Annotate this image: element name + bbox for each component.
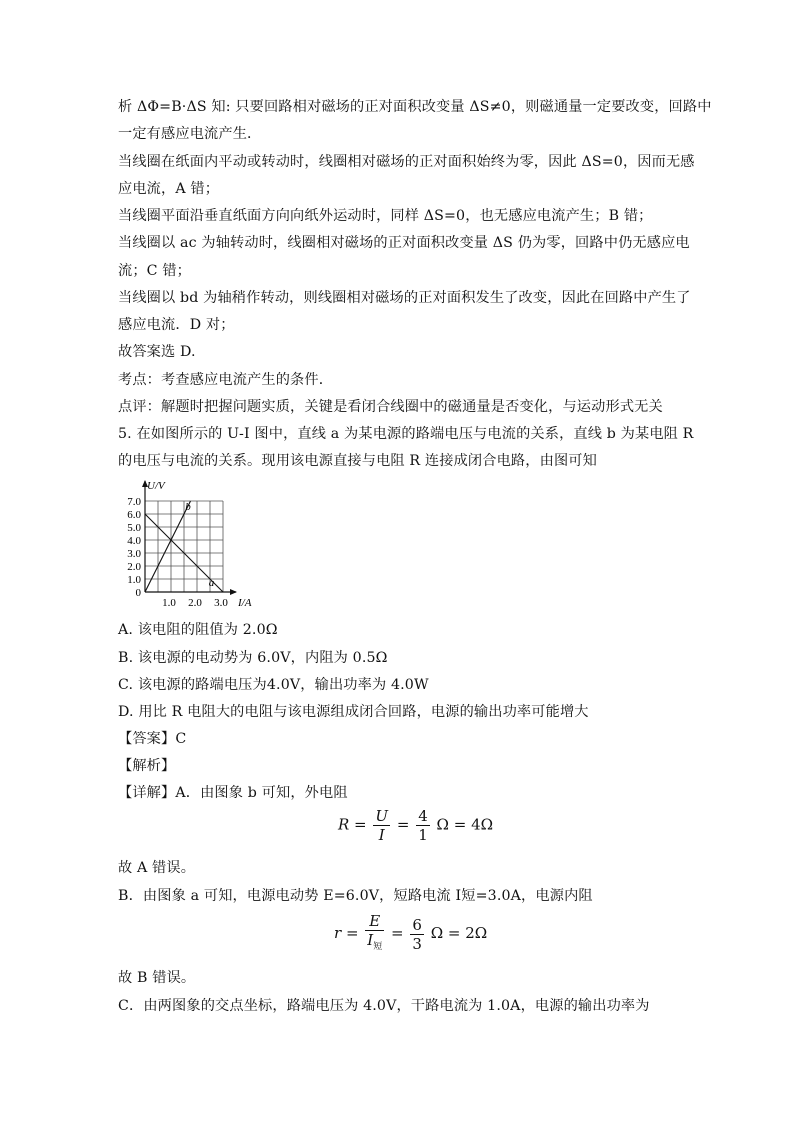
conclusion-a: 故 A 错误。 [118,860,196,876]
detail-a: 【详解】A．由图象 b 可知，外电阻 [118,785,348,801]
y-tick-label: 1.0 [127,574,141,586]
text-line-2: 一定有感应电流产生． [118,126,262,142]
conclusion-b: 故 B 错误。 [118,970,196,986]
y-tick-label: 6.0 [127,509,141,521]
y-tick-label: 2.0 [127,561,141,573]
eq1-frac-2 [416,807,430,844]
y-tick-label: 5.0 [127,522,141,534]
eq2-den1: $I_短$ [367,931,383,952]
series-label-a: a [208,577,215,590]
eq1-num2: 4 [418,807,428,825]
eq2-rhs: Ω = 2Ω [430,924,488,942]
ui-graph [118,478,268,613]
answer-label: 【答案】C [118,731,187,747]
eq2-lhs: r = [334,924,359,942]
text-line-8: 当线圈以 bd 为轴稍作转动，则线圈相对磁场的正对面积发生了改变，因此在回路中产生了 [118,290,691,306]
eq1-num1: U [375,807,389,825]
text-line-6: 当线圈以 ac 为轴转动时，线圈相对磁场的正对面积改变量 ΔS 仍为零，回路中仍无感应电 [118,235,690,251]
option-a: A. 该电阻的阻值为 2.0Ω [118,622,278,638]
option-d: D. 用比 R 电阻大的电阻与该电源组成闭合回路，电源的输出功率可能增大 [118,704,589,720]
eq1-frac-1 [373,807,390,844]
y-tick-label: 0 [135,587,141,599]
detail-c: C．由两图象的交点坐标，路端电压为 4.0V，干路电流为 1.0A，电源的输出功率为 [118,998,650,1014]
x-tick-label: 1.0 [162,597,176,609]
equation-resistance [338,807,493,844]
y-axis-label: U/V [147,480,165,492]
text-line-10: 故答案选 D. [118,344,196,360]
text-line-11: 考点：考查感应电流产生的条件． [118,372,334,388]
eq2-frac-1 [365,912,384,956]
x-tick-label: 2.0 [188,597,202,609]
question-5-line-1: 5. 在如图所示的 U-I 图中，直线 a 为某电源的路端电压与电流的关系，直线 b 为某电阻 R [118,426,694,442]
text-line-3: 当线圈在纸面内平动或转动时，线圈相对磁场的正对面积始终为零，因此 ΔS=0，因而无感 [118,154,695,170]
eq2-eq: = [391,924,404,942]
text-line-1: 析 ΔΦ=B·ΔS 知: 只要回路相对磁场的正对面积改变量 ΔS≠0，则磁通量一定要改变，回路中 [118,99,712,115]
equation-internal-resistance [334,912,487,956]
x-axis-label: I/A [238,597,252,609]
eq1-den2: 1 [418,826,428,844]
eq2-num1: E [365,912,384,931]
analysis-label: 【解析】 [118,758,176,774]
eq2-num2: 6 [412,915,422,934]
text-line-9: 感应电流．D 对； [118,317,235,333]
y-tick-label: 7.0 [127,496,141,508]
eq2-den2: 3 [412,934,422,953]
detail-b: B．由图象 a 可知，电源电动势 E=6.0V，短路电流 I短=3.0A，电源内阻 [118,888,593,904]
eq1-den1: I [378,826,385,844]
text-line-12: 点评：解题时把握问题实质，关键是看闭合线圈中的磁通量是否变化，与运动形式无关 [118,399,663,415]
x-tick-label: 3.0 [214,597,228,609]
eq1-eq: = [396,815,410,834]
text-line-7: 流；C 错； [118,263,192,279]
option-c: C. 该电源的路端电压为4.0V，输出功率为 4.0W [118,677,429,693]
series-label-b: b [185,501,191,514]
option-b: B. 该电源的电动势为 6.0V，内阻为 0.5Ω [118,650,388,666]
x-axis-arrow [230,589,237,595]
eq1-rhs: Ω = 4Ω [436,815,494,834]
text-line-4: 应电流，A 错； [118,181,220,197]
eq1-lhs: R = [338,815,367,834]
y-tick-label: 4.0 [127,535,141,547]
y-tick-label: 3.0 [127,548,141,560]
question-5-line-2: 的电压与电流的关系。现用该电源直接与电阻 R 连接成闭合电路，由图可知 [118,453,597,469]
eq2-frac-2 [410,916,424,953]
text-line-5: 当线圈平面沿垂直纸面方向向纸外运动时，同样 ΔS=0，也无感应电流产生；B 错； [118,208,653,224]
